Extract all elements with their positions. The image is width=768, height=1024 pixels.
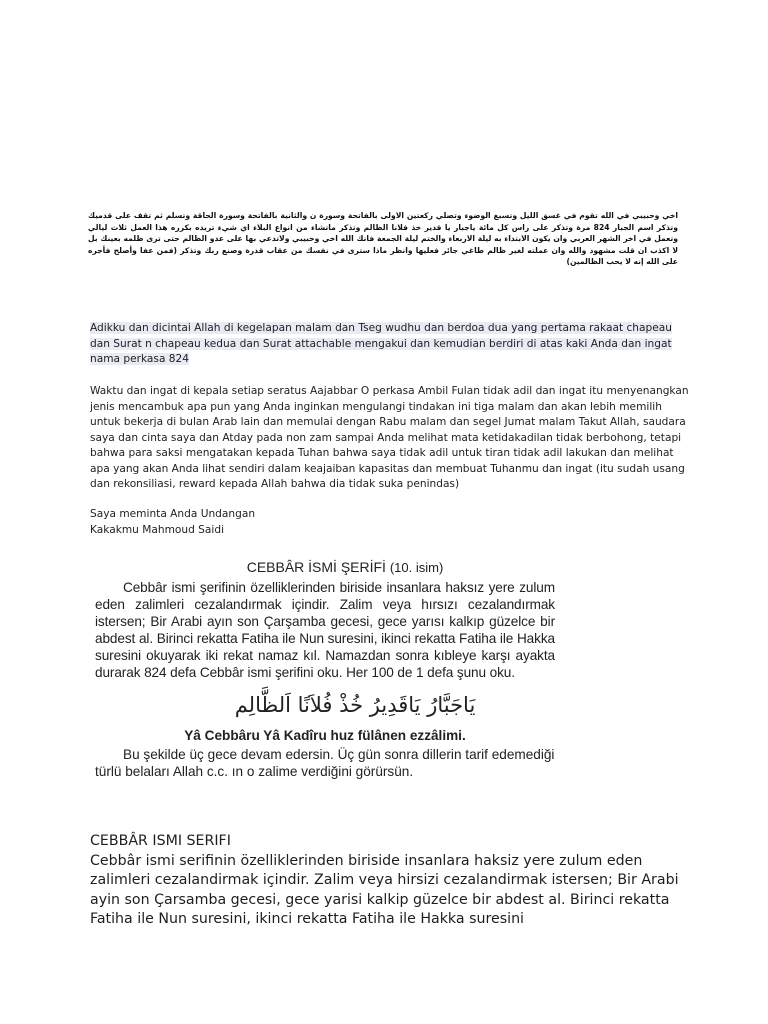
scan-paragraph-2-text: Bu şekilde üç gece devam edersin. Üç gün sonra dillerin tarif edemediği türlü belaları Allah c.c. ın o zalime verdiğini görürsün. — [95, 747, 555, 779]
signature-line-2: Kakakmu Mahmoud Saidi — [90, 523, 225, 536]
signature-line-1: Saya meminta Anda Undangan — [90, 508, 256, 520]
bottom-title: CEBBÂR ISMI SERIFI — [90, 833, 231, 849]
scan-paragraph-text: Cebbâr ismi şerifinin özelliklerinden biriside insanlara haksız yere zulum eden zalimleri cezalandırmak içindir. Zalim veya hırsızı cezalandırmak istersen; Bir Arabi ayın son Çarşamba gecesi, gece yarısı kalkıp güzelce bir abdest al. Birinci rekatta Fatiha ile Nun suresini, ikinci rekatta Fatiha ile Hakka suresini okuyarak iki rekat namaz kıl. Namazdan sonra kıbleye karşı ayakta durarak 824 defa Cebbâr ismi şerifini oku. Her 100 de 1 defa şunu oku. — [95, 580, 555, 680]
signature-block — [90, 507, 490, 538]
indonesian-body-paragraph: Waktu dan ingat di kepala setiap seratus Aajabbar O perkasa Ambil Fulan tidak adil dan ingat itu menyenangkan jenis mencambuk apa pun yang Anda inginkan mengulangi tindakan ini tiga malam dan akan lebih memilih untuk bekerja di bulan Arab lain dan memulai dengan Rabu malam dan segel Jumat malam Takut Allah, saudara saya dan cinta saya dan Atday pada non zam sampai Anda melihat mata ketidakadilan tidak berbohong, tetapi bahwa para saksi mengatakan kepada Tuhan bahwa saya tidak adil untuk tiran tidak adil lakukan dan melihat apa yang akan Anda lihat sendiri dalam keajaiban kapasitas dan membuat Tuhanmu dan ingat (itu sudah usang dan rekonsiliasi, reward kepada Allah bahwa dia tidak suka penindas) — [90, 385, 689, 490]
bottom-turkish-section — [90, 832, 690, 930]
scanned-excerpt — [95, 558, 555, 780]
scan-title-sub: (10. isim) — [389, 560, 444, 575]
scan-title-main: CEBBÂR İSMİ ŞERİFİ — [246, 559, 386, 575]
highlight-text: Adikku dan dicintai Allah di kegelapan malam dan Tseg wudhu dan berdoa dua yang pertama rakaat chapeau dan Surat n chapeau kedua dan Surat attachable mengakui dan kemudian berdiri di atas kaki Anda dan ingat nama perkasa 824 — [90, 322, 672, 365]
scan-title — [135, 558, 555, 577]
scan-paragraph — [95, 579, 555, 681]
scan-arabic-formula: يَاجَبَّارُ يَاقَدِيرُ خُذْ فُلاَنًا اَلظَّالِم — [234, 693, 476, 717]
indonesian-highlighted-paragraph — [90, 321, 690, 368]
bottom-paragraph: Cebbâr ismi serifinin özelliklerinden biriside insanlara haksiz yere zulum eden zalimleri cezalandirmak içindir. Zalim veya hirsizi cezalandirmak istersen; Bir Arabi ayin son Çarsamba gecesi, gece yarisi kalkip güzelce bir abdest al. Birinci rekatta Fatiha ile Nun suresini, ikinci rekatta Fatiha ile Hakka suresini — [90, 852, 679, 927]
arabic-paragraph: اخي وحبيبي في الله تقوم في غسق الليل وتسبغ الوضوء وتصلي ركعتين الاولى بالفاتحة وسورة ن والثانية بالفاتحة وسورة الحاقة وتسلم ثم تقف على قدميك وتذكر اسم الجبار 824 مرة وتذكر على راس كل مائة ياجبار يا قدير خذ فلانا الظالم وتذكر ماتشاء من انواع البلاء اي شيء تريده بكرره هذا العمل ثلاث ليالي وتعمل في اخر الشهر العربي وان يكون الابتداء به ليلة الاربعاء والختم ليلة الجمعة فانك الله اخي وحبيبي ولاتدعي بها على عدو الظالم حتى ترى ظلمه بعينك بل لا اكذب ان قلت مشهود والله وان عملته لغير ظالم طاغي جائر فعليها وانظر ماذا سترى في نفسك من عقاب قدرة وصنع ربك وتذكر (فمن عفا وأصلح فأجره على الله إنه لا يحب الظالمين) — [88, 211, 678, 266]
scan-paragraph-2 — [95, 746, 555, 780]
scan-transliteration: Yâ Cebbâru Yâ Kadîru huz fülânen ezzâlimi. — [184, 728, 466, 743]
